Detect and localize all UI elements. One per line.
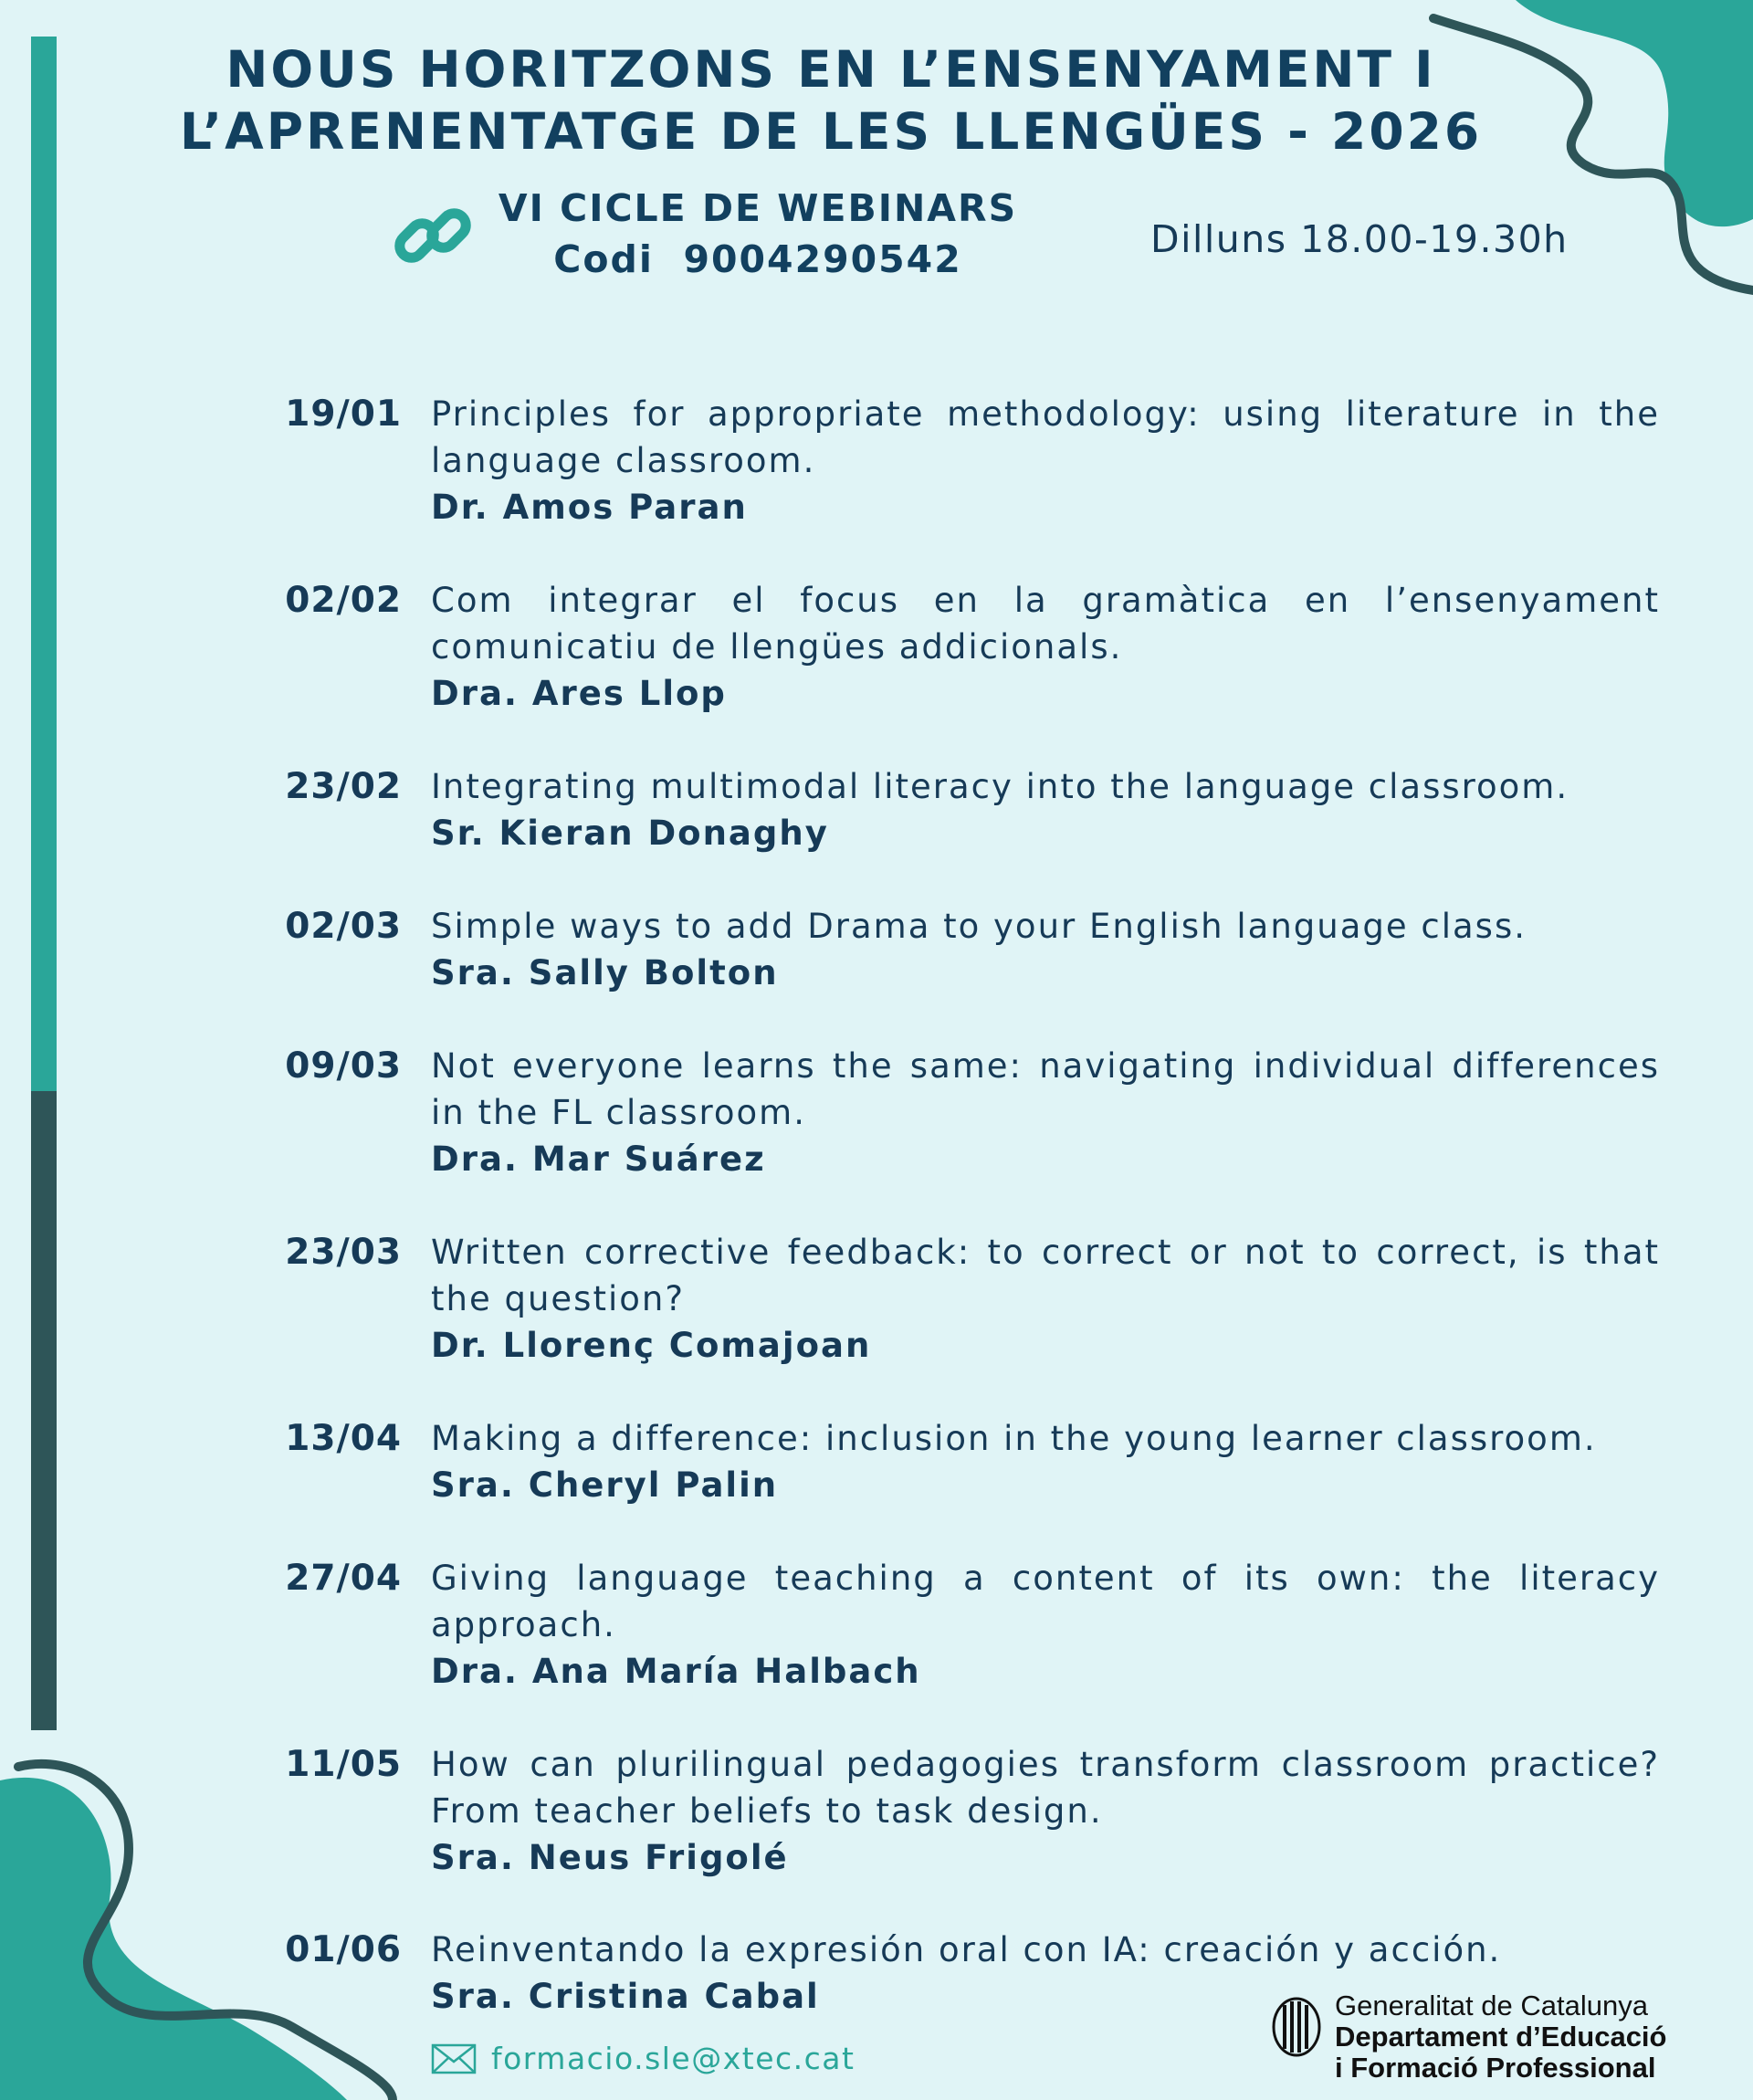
session-date: 19/01 <box>285 394 402 435</box>
session-date: 11/05 <box>285 1744 402 1785</box>
session-speaker: Dr. Llorenç Comajoan <box>431 1326 872 1365</box>
session-title: Reinventando la expresión oral con IA: creación y acción. <box>431 1930 1502 1969</box>
session-title: Making a difference: inclusion in the young learner classroom. <box>431 1419 1597 1458</box>
page-title <box>146 38 1516 163</box>
title-line-2: L’APRENENTATGE DE LES LLENGÜES - 2026 <box>179 102 1483 161</box>
session-topic <box>431 1229 1660 1369</box>
session-speaker: Sra. Neus Frigolé <box>431 1838 789 1877</box>
session-speaker: Sra. Cheryl Palin <box>431 1465 779 1505</box>
link-icon <box>391 194 475 278</box>
session-speaker: Dr. Amos Paran <box>431 488 748 527</box>
contact-email[interactable] <box>431 2041 855 2076</box>
session-speaker: Dra. Mar Suárez <box>431 1139 766 1179</box>
session-date: 02/02 <box>285 580 402 621</box>
logo-line-3: i Formació Professional <box>1335 2052 1656 2084</box>
session-topic <box>431 1741 1660 1881</box>
session-speaker: Dra. Ana María Halbach <box>431 1652 921 1691</box>
session-title: Com integrar el focus en la gramàtica en l’ensenyament comunicatiu de llengües addicionals. <box>431 581 1660 667</box>
logo-line-2: Departament d’Educació <box>1335 2021 1667 2053</box>
session-title: How can plurilingual pedagogies transform classroom practice? From teacher beliefs to task design. <box>431 1745 1660 1831</box>
session-date: 23/03 <box>285 1232 402 1273</box>
session-title: Integrating multimodal literacy into the language classroom. <box>431 767 1569 806</box>
session-topic <box>431 391 1660 530</box>
session-topic <box>431 1415 1660 1508</box>
session-date: 13/04 <box>285 1418 402 1459</box>
session-topic <box>431 577 1660 717</box>
session-speaker: Dra. Ares Llop <box>431 674 727 713</box>
session-title: Principles for appropriate methodology: using literature in the language classroom. <box>431 394 1660 480</box>
session-topic <box>431 1555 1660 1695</box>
session-title: Not everyone learns the same: navigating individual differences in the FL classroom. <box>431 1046 1660 1132</box>
generalitat-emblem-icon <box>1271 1996 1322 2058</box>
session-title: Giving language teaching a content of its own: the literacy approach. <box>431 1559 1660 1644</box>
session-date: 01/06 <box>285 1929 402 1970</box>
session-speaker: Sra. Sally Bolton <box>431 953 779 992</box>
logo-line-1: Generalitat de Catalunya <box>1335 1990 1648 2021</box>
session-speaker: Sra. Cristina Cabal <box>431 1977 820 2016</box>
session-speaker: Sr. Kieran Donaghy <box>431 814 829 853</box>
session-title: Written corrective feedback: to correct or not to correct, is that the question? <box>431 1233 1660 1318</box>
session-topic <box>431 903 1660 996</box>
course-code: Codi 9004290542 <box>553 237 962 281</box>
generalitat-logo <box>1271 1990 1666 2084</box>
session-topic <box>431 763 1660 856</box>
cycle-label: VI CICLE DE WEBINARS <box>498 186 1018 230</box>
left-accent-bar-teal <box>31 37 57 1091</box>
schedule-time: Dilluns 18.00-19.30h <box>1150 217 1569 261</box>
session-title: Simple ways to add Drama to your English language class. <box>431 907 1527 946</box>
email-address[interactable]: formacio.sle@xtec.cat <box>491 2041 856 2076</box>
session-date: 27/04 <box>285 1558 402 1599</box>
envelope-icon <box>431 2043 477 2074</box>
webinar-cycle-info <box>484 183 1032 285</box>
session-topic <box>431 1043 1660 1182</box>
title-line-1: NOUS HORITZONS EN L’ENSENYAMENT I <box>226 40 1436 99</box>
session-date: 23/02 <box>285 766 402 807</box>
left-accent-bar-dark <box>31 1091 57 1730</box>
session-date: 09/03 <box>285 1045 402 1087</box>
session-date: 02/03 <box>285 906 402 947</box>
